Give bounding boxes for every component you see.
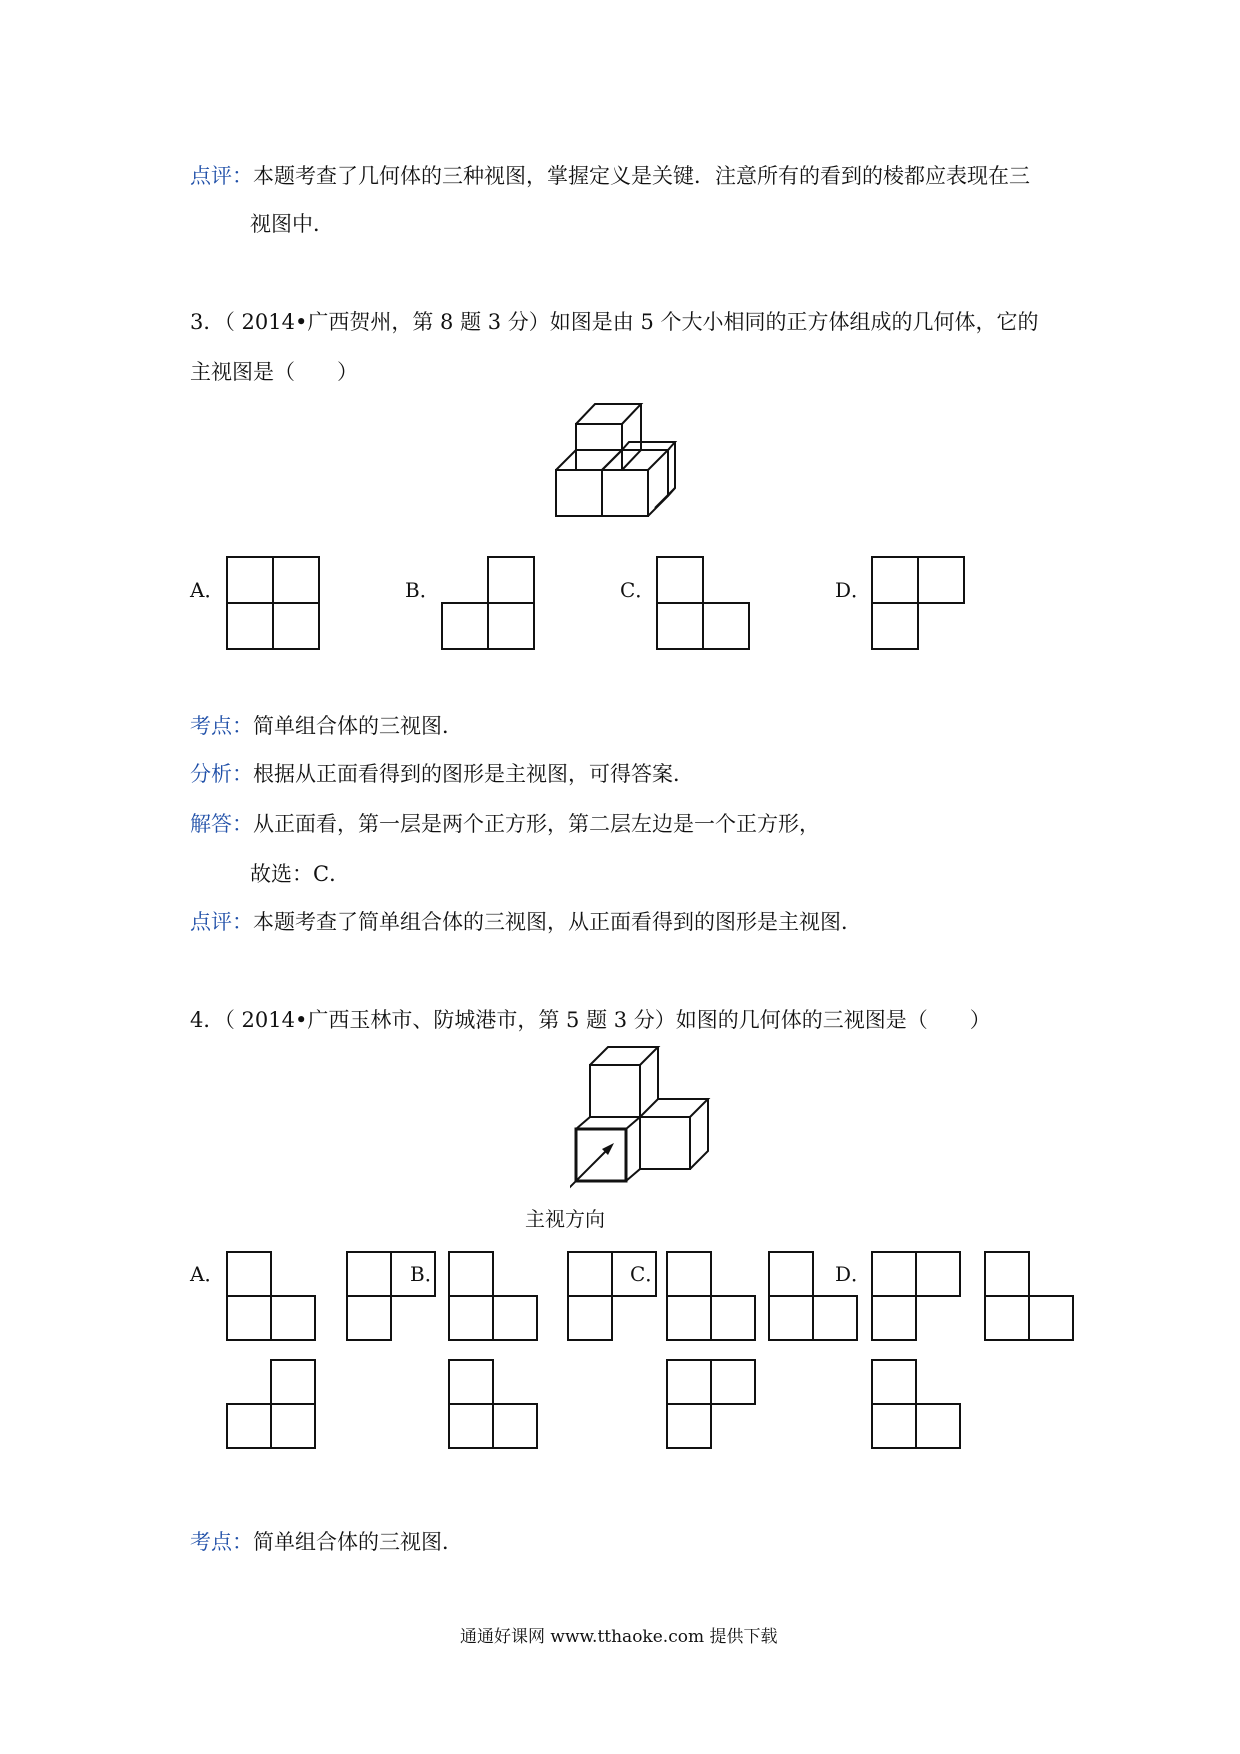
q3-option-a-label: A． xyxy=(190,578,225,602)
fenxi-label: 分析： xyxy=(190,762,253,786)
q4-option-c-front-view xyxy=(665,1250,765,1350)
jieda-label: 解答： xyxy=(190,812,253,836)
q4-option-b-label: B． xyxy=(410,1262,445,1286)
q3-option-d-figure xyxy=(870,555,970,655)
q4-option-c-label: C． xyxy=(630,1262,666,1286)
q3-stem-line-2: 主视图是（ ） xyxy=(190,360,358,384)
q4-option-a-top-view xyxy=(225,1358,325,1458)
q4-option-b-side-view xyxy=(566,1250,666,1350)
kaodian-text: 简单组合体的三视图． xyxy=(253,714,463,738)
q3-stem-line-1: 3．（ 2014•广西贺州，第 8 题 3 分）如图是由 5 个大小相同的正方体组成的几何体，它的 xyxy=(190,310,1039,334)
q4-direction-label: 主视方向 xyxy=(525,1207,605,1231)
q3-kaodian xyxy=(190,712,463,740)
q4-option-b-top-view xyxy=(447,1358,547,1458)
page-footer: 通通好课网 www.tthaoke.com 提供下载 xyxy=(460,1627,778,1647)
q4-option-d-side-view xyxy=(983,1250,1083,1350)
q3-cube-figure xyxy=(540,402,740,552)
kaodian-label: 考点： xyxy=(190,1530,253,1554)
q3-option-c-figure xyxy=(655,555,755,655)
q3-option-a-figure xyxy=(225,555,325,655)
q4-option-b-front-view xyxy=(447,1250,547,1350)
q3-option-b-label: B． xyxy=(405,578,440,602)
q4-kaodian xyxy=(190,1528,463,1556)
q3-jieda-line-2: 故选：C． xyxy=(250,862,351,886)
q4-option-c-top-view xyxy=(665,1358,765,1458)
q4-option-a-front-view xyxy=(225,1250,325,1350)
q4-cube-figure xyxy=(570,1045,750,1215)
q4-option-d-top-view xyxy=(870,1358,970,1458)
q4-option-d-front-view xyxy=(870,1250,970,1350)
q3-jieda xyxy=(190,810,820,838)
dianping-text: 本题考查了简单组合体的三视图，从正面看得到的图形是主视图． xyxy=(253,910,862,934)
q3-option-b-figure xyxy=(440,555,540,655)
review-text: 本题考查了几何体的三种视图，掌握定义是关键．注意所有的看到的棱都应表现在三 xyxy=(253,164,1030,188)
q4-option-a-label: A． xyxy=(190,1262,225,1286)
kaodian-text: 简单组合体的三视图． xyxy=(253,1530,463,1554)
q3-fenxi xyxy=(190,760,694,788)
review-label: 点评： xyxy=(190,164,253,188)
prev-review-line-1 xyxy=(190,162,1030,190)
fenxi-text: 根据从正面看得到的图形是主视图，可得答案． xyxy=(253,762,694,786)
q3-option-c-label: C． xyxy=(620,578,656,602)
q4-option-c-side-view xyxy=(767,1250,867,1350)
q4-option-a-side-view xyxy=(345,1250,445,1350)
jieda-text: 从正面看，第一层是两个正方形，第二层左边是一个正方形， xyxy=(253,812,820,836)
prev-review-line-2: 视图中． xyxy=(250,212,334,236)
q3-dianping xyxy=(190,908,862,936)
q4-option-d-label: D． xyxy=(835,1262,872,1286)
kaodian-label: 考点： xyxy=(190,714,253,738)
dianping-label: 点评： xyxy=(190,910,253,934)
q3-option-d-label: D． xyxy=(835,578,872,602)
q4-stem: 4．（ 2014•广西玉林市、防城港市，第 5 题 3 分）如图的几何体的三视图是（ ） xyxy=(190,1008,991,1032)
